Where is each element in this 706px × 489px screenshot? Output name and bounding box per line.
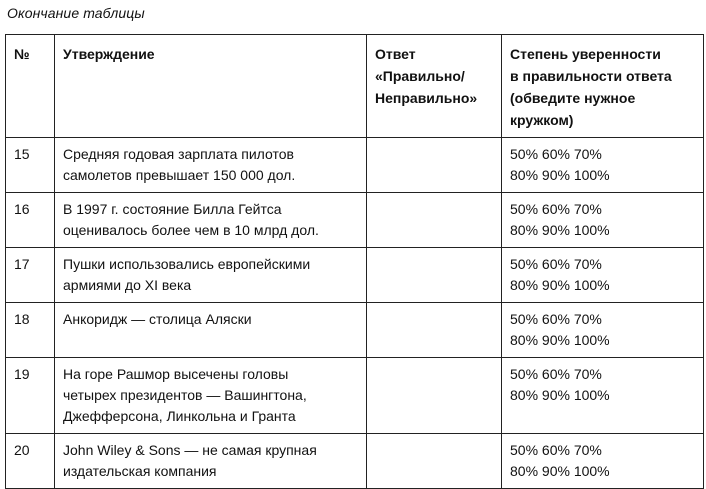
confidence-options[interactable]: 50% 60% 70% [510,366,602,382]
row-statement [55,248,367,303]
row-confidence [502,138,704,193]
header-number: № [6,35,55,138]
statement-line: На горе Рашмор высечены головы [63,366,289,382]
row-confidence [502,248,704,303]
table-row [6,358,704,434]
row-confidence [502,193,704,248]
row-number: 20 [6,434,55,489]
row-statement [55,303,367,358]
row-answer-cell[interactable] [367,358,502,434]
header-answer-line: Ответ [375,46,416,62]
row-number: 18 [6,303,55,358]
confidence-options[interactable]: 80% 90% 100% [510,222,610,238]
table-body [6,138,704,489]
table-row [6,434,704,489]
statement-line: издательская компания [63,463,217,479]
table-caption: Окончание таблицы [7,5,145,21]
header-confidence [502,35,704,138]
header-confidence-line: Степень уверенности [510,46,661,62]
header-answer-line: «Правильно/ [375,68,465,84]
statement-line: В 1997 г. состояние Билла Гейтса [63,201,282,217]
header-confidence-line: в правильности ответа [510,68,672,84]
header-answer [367,35,502,138]
statement-line: самолетов превышает 150 000 дол. [63,167,296,183]
row-confidence [502,303,704,358]
table-row [6,248,704,303]
header-row [6,35,704,138]
row-statement [55,358,367,434]
row-statement [55,138,367,193]
statement-line: Средняя годовая зарплата пилотов [63,146,294,162]
row-number: 16 [6,193,55,248]
row-confidence [502,358,704,434]
confidence-options[interactable]: 50% 60% 70% [510,146,602,162]
confidence-options[interactable]: 80% 90% 100% [510,332,610,348]
confidence-options[interactable]: 80% 90% 100% [510,277,610,293]
statement-line: оценивалось более чем в 10 млрд дол. [63,222,319,238]
header-statement: Утверждение [55,35,367,138]
table-row [6,193,704,248]
row-answer-cell[interactable] [367,303,502,358]
row-confidence [502,434,704,489]
row-answer-cell[interactable] [367,193,502,248]
row-answer-cell[interactable] [367,434,502,489]
statement-line: четырех президентов — Вашингтона, [63,387,307,403]
confidence-options[interactable]: 80% 90% 100% [510,167,610,183]
row-answer-cell[interactable] [367,138,502,193]
statement-line: Джефферсона, Линкольна и Гранта [63,408,296,424]
statement-line: Пушки использовались европейскими [63,256,311,272]
row-statement [55,434,367,489]
row-number: 17 [6,248,55,303]
row-answer-cell[interactable] [367,248,502,303]
confidence-options[interactable]: 50% 60% 70% [510,442,602,458]
table-row [6,138,704,193]
table-header [6,35,704,138]
header-answer-line: Неправильно» [375,90,478,106]
statement-line: армиями до XI века [63,277,192,293]
header-confidence-line: кружком) [510,112,574,128]
statements-table [5,34,704,489]
row-number: 15 [6,138,55,193]
confidence-options[interactable]: 80% 90% 100% [510,463,610,479]
statement-line: John Wiley & Sons — не самая крупная [63,442,317,458]
table-row [6,303,704,358]
confidence-options[interactable]: 50% 60% 70% [510,201,602,217]
row-statement [55,193,367,248]
confidence-options[interactable]: 50% 60% 70% [510,311,602,327]
confidence-options[interactable]: 80% 90% 100% [510,387,610,403]
row-number: 19 [6,358,55,434]
statement-line: Анкоридж — столица Аляски [63,311,252,327]
confidence-options[interactable]: 50% 60% 70% [510,256,602,272]
header-confidence-line: (обведите нужное [510,90,636,106]
